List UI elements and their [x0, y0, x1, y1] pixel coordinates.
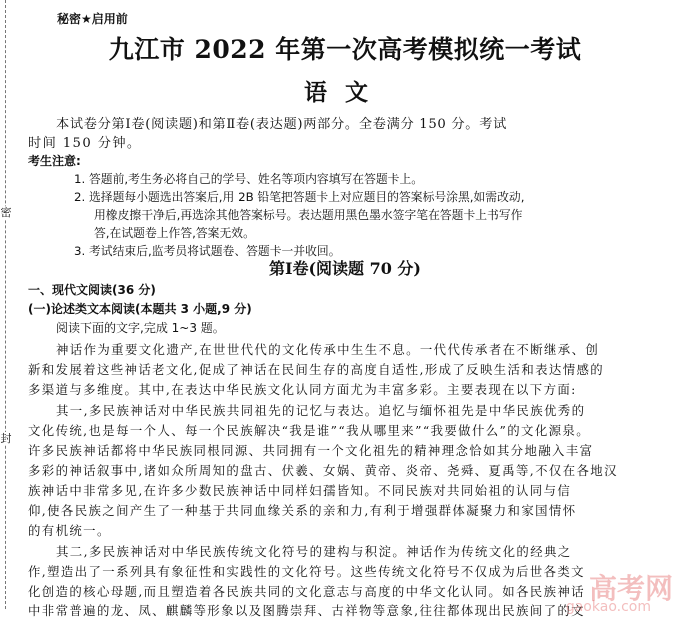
watermark-url: gaokao.com	[565, 599, 651, 615]
intro-line-1: 本试卷分第Ⅰ卷(阅读题)和第Ⅱ卷(表达题)两部分。全卷满分 150 分。考试	[56, 117, 507, 132]
reading-instruction: 阅读下面的文字,完成 1~3 题。	[56, 321, 225, 335]
margin-mark-feng: 封	[0, 432, 12, 445]
passage-line: 其一,多民族神话对中华民族共同祖先的记忆与表达。追忆与缅怀祖先是中华民族优秀的	[56, 403, 586, 418]
section-title: 第Ⅰ卷(阅读题 70 分)	[268, 259, 422, 278]
passage-line: 多彩的神话叙事中,诸如众所周知的盘古、伏羲、女娲、黄帝、炎帝、尧舜、夏禹等,不仅在各地汉	[28, 463, 618, 478]
margin-mark-mi: 密	[0, 206, 12, 219]
notes-heading: 考生注意:	[28, 154, 81, 168]
secret-label: 秘密★启用前	[57, 12, 128, 26]
passage-line: 作,塑造出了一系列具有象征性和实践性的文化符号。这些传统文化符号不仅成为后世各类文	[28, 564, 585, 579]
subpart-1-heading: (一)论述类文本阅读(本题共 3 小题,9 分)	[28, 302, 252, 316]
note-item-2-cont: 用橡皮擦干净后,再选涂其他答案标号。表达题用黑色墨水签字笔在答题卡上书写作	[94, 208, 523, 222]
passage-line: 多渠道与多维度。其中,在表达中华民族文化认同方面尤为丰富多彩。主要表现在以下方面:	[28, 382, 577, 397]
passage-line: 许多民族神话都将中华民族同根同源、共同拥有一个文化祖先的精神理念恰如其分地融入丰富	[28, 443, 594, 458]
note-item-2-cont2: 答,在试题卷上作答,答案无效。	[94, 226, 255, 240]
note-item-3: 3. 考试结束后,监考员将试题卷、答题卡一并收回。	[74, 244, 341, 258]
passage-line: 中非常普遍的龙、凤、麒麟等形象以及图腾崇拜、古祥物等意象,往往都体现出民族间了的文	[28, 603, 585, 618]
passage-line: 文化传统,也是每一个人、每一个民族解决“我是谁”“我从哪里来”“我要做什么”的文化源泉。	[28, 423, 590, 438]
passage-line: 其二,多民族神话对中华民族传统文化符号的建构与积淀。神话作为传统文化的经典之	[56, 544, 572, 559]
passage-line: 仰,使各民族之间产生了一种基于共同血缘关系的亲和力,有利于增强群体凝聚力和家国情怀	[28, 503, 577, 518]
subject-title: 语文	[304, 79, 386, 106]
intro-line-2: 时间 150 分钟。	[28, 136, 142, 151]
passage-line: 族神话中非常多见,在许多少数民族神话中同样妇孺皆知。不同民族对共同始祖的认同与信	[28, 483, 572, 498]
note-item-2: 2. 选择题每小题选出答案后,用 2B 铅笔把答题卡上对应题目的答案标号涂黑,如需改动,	[74, 190, 525, 204]
binding-line	[5, 0, 6, 609]
passage-line: 的有机统一。	[28, 523, 111, 538]
part-1-heading: 一、现代文阅读(36 分)	[28, 283, 156, 297]
exam-title: 九江市 2022 年第一次高考模拟统一考试	[108, 35, 582, 64]
passage-line: 神话作为重要文化遗产,在世世代代的文化传承中生生不息。一代代传承者在不断继承、创	[56, 342, 600, 357]
watermark-logo: 高考网	[588, 572, 673, 605]
passage-line: 化创造的核心母题,而且塑造着各民族共同的文化意志与高度的中华文化认同。如各民族神话	[28, 584, 585, 599]
note-item-1: 1. 答题前,考生务必将自己的学号、姓名等项内容填写在答题卡上。	[74, 172, 424, 186]
passage-line: 新和发展着这些神话老文化,促成了神话在民间生存的高度自适性,形成了反映生活和表达情感的	[28, 362, 605, 377]
